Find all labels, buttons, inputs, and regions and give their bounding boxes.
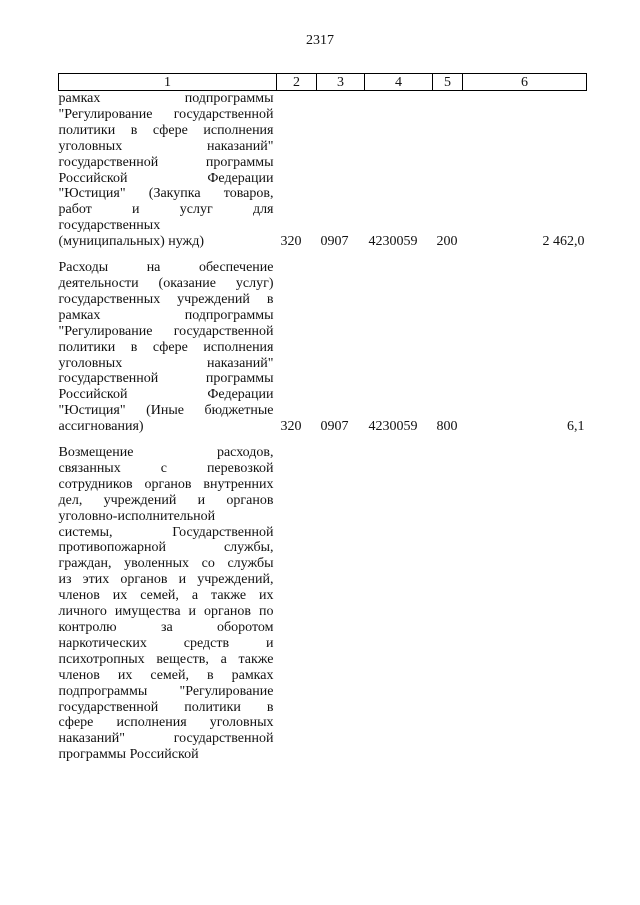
ministry-code-cell: 320 <box>280 419 302 435</box>
expense-type-cell: 200 <box>436 234 458 250</box>
description-line: Российской Федерации <box>58 387 274 403</box>
description-line: "Юстиция" (Иные бюджетные <box>58 403 274 419</box>
budget-table <box>58 73 587 763</box>
description-line: государственных учреждений в <box>58 291 274 307</box>
ministry-code-cell <box>277 445 317 763</box>
page-number: 2317 <box>306 33 334 48</box>
description-line: психотропных веществ, а также <box>58 651 274 667</box>
description-line: политики в сфере исполнения <box>58 122 274 138</box>
target-article-cell <box>365 445 433 763</box>
description-line: государственных <box>58 218 161 234</box>
description-line: личного имущества и органов по <box>58 604 274 620</box>
header-col-4: 4 <box>365 74 433 91</box>
section-code-cell: 0907 <box>320 234 349 250</box>
description-line: Возмещение расходов, <box>58 445 274 461</box>
section-code-cell: 0907 <box>320 419 349 435</box>
table-row <box>59 91 587 251</box>
expense-description <box>59 91 277 251</box>
description-line: "Юстиция" (Закупка товаров, <box>58 186 274 202</box>
description-line: противопожарной службы, <box>58 540 274 556</box>
description-line: политики в сфере исполнения <box>58 339 274 355</box>
header-col-6: 6 <box>463 74 587 91</box>
description-line: "Регулирование государственной <box>58 323 274 339</box>
description-line: рамках подпрограммы <box>58 307 274 323</box>
description-line: сотрудников органов внутренних <box>58 476 274 492</box>
header-col-5: 5 <box>433 74 463 91</box>
description-line: системы, Государственной <box>58 524 274 540</box>
description-line: рамках подпрограммы <box>58 91 274 106</box>
row-spacer <box>59 435 587 445</box>
table-body <box>59 91 587 764</box>
description-line: уголовных наказаний" <box>58 355 274 371</box>
expense-type-cell <box>433 445 463 763</box>
description-line: дел, учреждений и органов <box>58 492 274 508</box>
expense-description <box>59 445 277 763</box>
description-line: государственной программы <box>58 371 274 387</box>
header-col-3: 3 <box>317 74 365 91</box>
description-line: государственной программы <box>58 154 274 170</box>
target-article-cell: 4230059 <box>368 419 418 435</box>
description-line: из этих органов и учреждений, <box>58 572 274 588</box>
description-line: членов их семей, в рамках <box>58 667 274 683</box>
description-line: "Регулирование государственной <box>58 106 274 122</box>
expense-description <box>59 260 277 435</box>
section-code-cell <box>317 445 365 763</box>
description-line: наркотических средств и <box>58 635 274 651</box>
description-line: членов их семей, а также их <box>58 588 274 604</box>
description-line: контролю за оборотом <box>58 620 274 635</box>
target-article-cell: 4230059 <box>368 234 418 250</box>
description-line: (муниципальных) нужд) <box>58 234 205 250</box>
table-row <box>59 445 587 763</box>
description-line: уголовных наказаний" <box>58 138 274 154</box>
description-line: ассигнования) <box>58 419 144 435</box>
description-line: связанных с перевозкой <box>58 460 274 476</box>
description-line: граждан, уволенных со службы <box>58 556 274 572</box>
header-row <box>59 74 587 91</box>
description-line: сфере исполнения уголовных <box>58 715 274 731</box>
description-line: Расходы на обеспечение <box>58 260 274 276</box>
amount-cell <box>463 445 587 763</box>
description-line: программы Российской <box>58 747 199 763</box>
description-line: подпрограммы "Регулирование <box>58 683 274 699</box>
table-row <box>59 260 587 435</box>
row-spacer <box>59 250 587 260</box>
ministry-code-cell: 320 <box>280 234 302 250</box>
description-line: деятельности (оказание услуг) <box>58 275 274 291</box>
expense-type-cell: 800 <box>436 419 458 435</box>
description-line: наказаний" государственной <box>58 731 274 747</box>
header-col-2: 2 <box>277 74 317 91</box>
amount-cell: 2 462,0 <box>542 234 585 250</box>
description-line: уголовно-исполнительной <box>58 508 216 524</box>
description-line: государственной политики в <box>58 699 274 715</box>
description-line: Российской Федерации <box>58 170 274 186</box>
description-line: работ и услуг для <box>58 202 274 218</box>
header-col-1: 1 <box>59 74 277 91</box>
amount-cell: 6,1 <box>567 419 585 435</box>
